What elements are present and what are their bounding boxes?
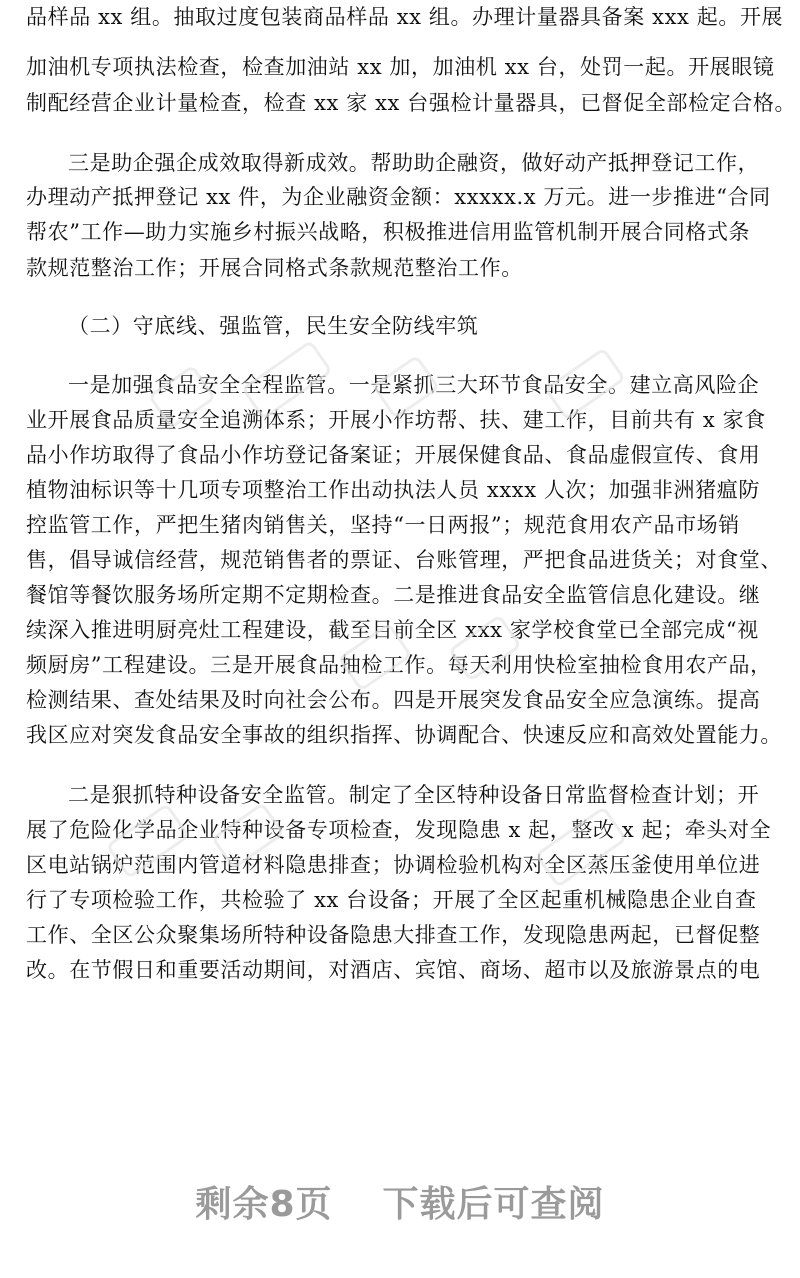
download-hint-text: 下载后可查阅 [382,1184,605,1225]
text-line: 加油机专项执法检查，检查加油站 xx 加，加油机 xx 台，处罚一起。开展眼镜 [26,55,775,79]
text-line: 二是狠抓特种设备安全监管。制定了全区特种设备日常监督检查计划；开 [68,783,760,807]
section-heading-text: （二）守底线、强监管，民生安全防线牢筑 [68,314,479,338]
download-prompt[interactable] [0,1176,800,1227]
remaining-pages-text: 剩余8页 [195,1184,333,1225]
text-line: 品样品 xx 组。抽取过度包装商品样品 xx 组。办理计量器具备案 xxx 起。开展 [26,5,784,29]
text-line: 三是助企强企成效取得新成效。帮助助企融资，做好动产抵押登记工作， [68,151,760,175]
text-line: 我区应对突发食品安全事故的组织指挥、协调配合、快速反应和高效处置能力。 [26,723,782,747]
text-line: 频厨房”工程建设。三是开展食品抽检工作。每天利用快检室抽检食用农产品， [26,653,772,677]
text-line: 办理动产抵押登记 xx 件，为企业融资金额：xxxxx.x 万元。进一步推进“合同 [26,185,771,209]
text-line: 售，倡导诚信经营，规范销售者的票证、台账管理，严把食品进货关；对食堂、 [26,548,782,572]
text-line: 改。在节假日和重要活动期间，对酒店、宾馆、商场、超市以及旅游景点的电 [26,958,761,982]
text-line: 帮农”工作—助力实施乡村振兴战略，积极推进信用监管机制开展合同格式条 [26,220,751,244]
text-line: 展了危险化学品企业特种设备专项检查，发现隐患 x 起，整改 x 起；牵头对全 [26,818,772,842]
text-line: 行了专项检验工作，共检验了 xx 台设备；开展了全区起重机械隐患企业自查 [26,888,757,912]
text-line: 制配经营企业计量检查，检查 xx 家 xx 台强检计量器具，已督促全部检定合格。 [26,91,797,115]
text-line: 一是加强食品安全全程监管。一是紧抓三大环节食品安全。建立高风险企 [68,373,760,397]
text-line: 款规范整治工作；开展合同格式条款规范整治工作。 [26,256,523,280]
text-line: 控监管工作，严把生猪肉销售关，坚持“一日两报”；规范食用农产品市场销 [26,513,740,537]
text-line: 区电站锅炉范围内管道材料隐患排查；协调检验机构对全区蒸压釜使用单位进 [26,853,761,877]
text-line: 餐馆等餐饮服务场所定期不定期检查。二是推进食品安全监管信息化建设。继 [26,583,761,607]
text-line: 植物油标识等十几项专项整治工作出动执法人员 xxxx 人次；加强非洲猪瘟防 [26,478,760,502]
text-line: 续深入推进明厨亮灶工程建设，截至目前全区 xxx 家学校食堂已全部完成“视 [26,618,759,642]
text-line: 工作、全区公众聚集场所特种设备隐患大排查工作，发现隐患两起，已督促整 [26,923,761,947]
text-line: 业开展食品质量安全追溯体系；开展小作坊帮、扶、建工作，目前共有 x 家食 [26,408,766,432]
text-line: 品小作坊取得了食品小作坊登记备案证；开展保健食品、食品虚假宣传、食用 [26,443,761,467]
text-line: 检测结果、查处结果及时向社会公布。四是开展突发食品安全应急演练。提高 [26,688,761,712]
